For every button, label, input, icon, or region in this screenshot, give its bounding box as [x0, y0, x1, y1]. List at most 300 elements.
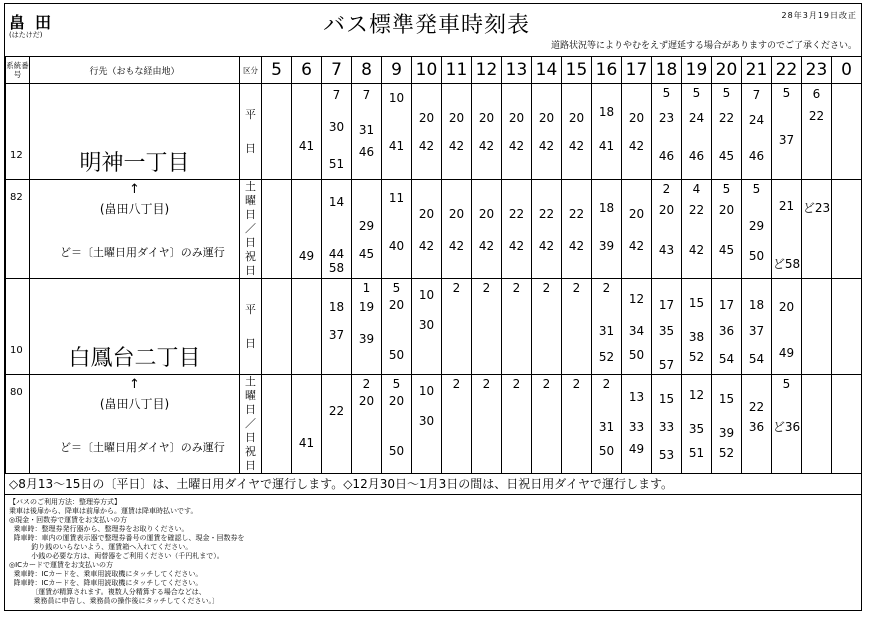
minutes-cell: [592, 375, 622, 474]
minutes-cell: [682, 279, 712, 375]
departure-minute: 10: [418, 384, 435, 398]
departure-minute: 31: [598, 324, 615, 338]
departure-minute: 42: [508, 139, 525, 153]
minutes-cell: [322, 375, 352, 474]
departure-minute: 42: [418, 139, 435, 153]
minutes-cell: [532, 279, 562, 375]
minutes-cell: [562, 375, 592, 474]
departure-minute: 22: [568, 207, 585, 221]
departure-minute: 31: [358, 123, 375, 137]
departure-minute: 46: [658, 149, 675, 163]
departure-minute: 43: [658, 243, 675, 257]
departure-minute: 57: [658, 358, 675, 372]
day-type-char: 祝: [245, 250, 256, 263]
minutes-cell: [622, 375, 652, 474]
departure-minute: 42: [628, 239, 645, 253]
minutes-cell: [802, 84, 832, 180]
minutes-cell: [562, 84, 592, 180]
minutes-cell: [682, 84, 712, 180]
departure-minute: 37: [748, 324, 765, 338]
arrow-up-icon: ↑: [129, 182, 140, 197]
departure-minute: 37: [328, 328, 345, 342]
departure-minute: 24: [748, 113, 765, 127]
minutes-cell: [382, 279, 412, 375]
departure-minute: 54: [748, 352, 765, 366]
day-type-cell: [240, 375, 262, 474]
departure-minute: 52: [718, 446, 735, 460]
departure-minute: 5: [782, 377, 791, 391]
minutes-cell: [472, 180, 502, 279]
minutes-cell: [262, 279, 292, 375]
minutes-cell: [712, 279, 742, 375]
minutes-cell: [382, 375, 412, 474]
departure-minute: 22: [718, 111, 735, 125]
departure-minute: 40: [388, 239, 405, 253]
destination-cell: [30, 279, 240, 375]
minutes-cell: [742, 180, 772, 279]
destination-name: 白鳳台二丁目: [68, 346, 201, 371]
departure-minute: 46: [688, 149, 705, 163]
departure-minute: 42: [628, 139, 645, 153]
day-type-char: 曜: [245, 389, 256, 402]
departure-minute: 2: [542, 377, 551, 391]
departure-minute: 5: [692, 86, 701, 100]
departure-minute: 50: [388, 444, 405, 458]
departure-minute: 20: [358, 394, 375, 408]
route-number-cell: [6, 279, 30, 375]
minutes-cell: [532, 180, 562, 279]
minutes-cell: [772, 84, 802, 180]
hour-header-16: 16: [592, 57, 622, 84]
departure-minute: 7: [332, 88, 341, 102]
day-type-char: 日: [245, 336, 256, 350]
minutes-cell: [742, 279, 772, 375]
via-stop: (畠田八丁目): [99, 202, 170, 216]
departure-minute: 6: [812, 87, 821, 101]
minutes-cell: [502, 180, 532, 279]
departure-minute: 22: [328, 404, 345, 418]
departure-minute: 22: [688, 203, 705, 217]
timetable-row: [6, 279, 862, 375]
departure-minute: 24: [688, 111, 705, 125]
departure-minute: 20: [478, 111, 495, 125]
route-number-cell: [6, 84, 30, 180]
day-type-cell: [240, 180, 262, 279]
hour-header-6: 6: [292, 57, 322, 84]
via-stop: (畠田八丁目): [99, 397, 170, 411]
departure-minute: 2: [482, 281, 491, 295]
day-type-char: ／: [245, 417, 256, 430]
minutes-cell: [712, 180, 742, 279]
minutes-cell: [622, 279, 652, 375]
departure-minute: 41: [298, 436, 315, 450]
departure-minute: 22: [748, 400, 765, 414]
departure-minute: 37: [778, 133, 795, 147]
departure-minute: 42: [568, 239, 585, 253]
departure-minute: 2: [452, 281, 461, 295]
minutes-cell: [652, 84, 682, 180]
departure-minute: ど36: [772, 420, 801, 434]
departure-minute: 18: [748, 298, 765, 312]
day-type-char: 日: [245, 403, 256, 416]
departure-minute: 15: [658, 392, 675, 406]
departure-minute: 41: [298, 139, 315, 153]
minutes-cell: [802, 279, 832, 375]
departure-minute: 42: [568, 139, 585, 153]
minutes-cell: [622, 180, 652, 279]
hour-header-19: 19: [682, 57, 712, 84]
timetable-sheet: [4, 3, 862, 611]
day-type-cell: [240, 279, 262, 375]
departure-minute: 30: [418, 318, 435, 332]
minutes-cell: [562, 279, 592, 375]
departure-minute: 39: [718, 426, 735, 440]
departure-minute: 18: [328, 300, 345, 314]
hour-header-20: 20: [712, 57, 742, 84]
departure-minute: 53: [658, 448, 675, 462]
departure-minute: 23: [658, 111, 675, 125]
departure-minute: 35: [688, 422, 705, 436]
destination-name: 明神一丁目: [79, 151, 190, 176]
day-type-char: 曜: [245, 194, 256, 207]
minutes-cell: [652, 375, 682, 474]
hour-header-23: 23: [802, 57, 832, 84]
departure-minute: 18: [598, 201, 615, 215]
timetable-body: [6, 84, 862, 474]
departure-minute: 42: [418, 239, 435, 253]
departure-minute: 12: [688, 388, 705, 402]
minutes-cell: [442, 375, 472, 474]
departure-minute: 20: [778, 300, 795, 314]
minutes-cell: [292, 279, 322, 375]
hour-header-13: 13: [502, 57, 532, 84]
departure-minute: 52: [688, 350, 705, 364]
minutes-cell: [592, 279, 622, 375]
departure-minute: 5: [782, 86, 791, 100]
minutes-cell: [622, 84, 652, 180]
day-type-char: 祝: [245, 445, 256, 458]
departure-minute: 17: [718, 298, 735, 312]
minutes-cell: [712, 375, 742, 474]
page-title: バス標準発車時刻表: [323, 13, 531, 38]
departure-minute: 21: [778, 199, 795, 213]
departure-minute: 46: [748, 149, 765, 163]
route-no-label: 系統番号: [6, 57, 30, 84]
minutes-cell: [352, 279, 382, 375]
minutes-cell: [412, 180, 442, 279]
day-type-char: 平: [245, 302, 256, 316]
minutes-cell: [652, 180, 682, 279]
route-number: 80: [10, 387, 23, 398]
minutes-cell: [412, 84, 442, 180]
minutes-cell: [682, 180, 712, 279]
day-type-char: 日: [245, 264, 256, 277]
departure-minute: 49: [298, 249, 315, 263]
day-type-char: 土: [245, 375, 256, 388]
departure-minute: 2: [602, 377, 611, 391]
minutes-cell: [712, 84, 742, 180]
stop-name: 畠田: [9, 13, 62, 32]
minutes-cell: [322, 279, 352, 375]
hour-header-15: 15: [562, 57, 592, 84]
route-number: 82: [10, 192, 23, 203]
departure-minute: 39: [598, 239, 615, 253]
minutes-cell: [472, 84, 502, 180]
departure-minute: 14: [328, 195, 345, 209]
stop-reading: (はたけだ): [9, 31, 43, 39]
departure-minute: 20: [478, 207, 495, 221]
hour-header-22: 22: [772, 57, 802, 84]
minutes-cell: [262, 375, 292, 474]
timetable-row: [6, 180, 862, 279]
departure-minute: 5: [662, 86, 671, 100]
minutes-cell: [832, 279, 862, 375]
departure-minute: 42: [538, 239, 555, 253]
destination-cell: [30, 180, 240, 279]
revision-date: 28年3月19日改正: [781, 11, 857, 20]
departure-minute: 35: [658, 324, 675, 338]
departure-minute: 2: [662, 182, 671, 196]
departure-minute: 49: [628, 442, 645, 456]
departure-minute: 30: [328, 120, 345, 134]
usage-instructions: 【バスのご利用方法：整理券方式】 乗車は後扉から、降車は前扉から。運賃は降車時払いです。 ◎現金・回数券で運賃をお支払いの方 乗車時：整理券発行器から、整理券をお取りください。 降車時：車内の運賃表示器で整理券番号の運賃を確認し、現金・回数券を 釣り銭のいらないよう、運賃箱へ入れてください。 小銭の必要な方は、両替器をご利用ください（千円札まで）。 ◎ICカードで運賃をお支払いの方 乗車時：ICカードを、乗車用読取機にタッチしてください。 降車時：ICカードを、降車用読取機にタッチしてください。 〔運賃が精算されます。複数人分精算する場合などは、 乗務員に申告し、乗務員の操作後にタッチしてください。〕: [9, 498, 245, 605]
departure-minute: 2: [602, 281, 611, 295]
hour-header-7: 7: [322, 57, 352, 84]
departure-minute: 45: [358, 247, 375, 261]
departure-minute: 51: [688, 446, 705, 460]
departure-minute: 42: [538, 139, 555, 153]
day-type-char: 日: [245, 208, 256, 221]
departure-minute: 20: [658, 203, 675, 217]
minutes-cell: [802, 180, 832, 279]
day-type-label: 区分: [240, 57, 262, 84]
departure-minute: 22: [538, 207, 555, 221]
minutes-cell: [352, 180, 382, 279]
departure-minute: 7: [362, 88, 371, 102]
minutes-cell: [772, 180, 802, 279]
departure-minute: 19: [358, 300, 375, 314]
minutes-cell: [502, 279, 532, 375]
minutes-cell: [262, 180, 292, 279]
timetable-row: [6, 375, 862, 474]
departure-minute: 2: [512, 377, 521, 391]
day-type-char: ／: [245, 222, 256, 235]
departure-minute: 17: [658, 298, 675, 312]
departure-minute: 5: [392, 377, 401, 391]
departure-minute: 41: [598, 139, 615, 153]
minutes-cell: [442, 84, 472, 180]
departure-minute: 20: [538, 111, 555, 125]
departure-minute: 12: [628, 292, 645, 306]
day-type-char: 日: [245, 141, 256, 155]
minutes-cell: [742, 84, 772, 180]
minutes-cell: [322, 84, 352, 180]
hour-header-0: 0: [832, 57, 862, 84]
departure-minute: 46: [358, 145, 375, 159]
departure-minute: 20: [388, 394, 405, 408]
departure-minute: 45: [718, 243, 735, 257]
departure-minute: 39: [358, 332, 375, 346]
departure-minute: 58: [328, 261, 345, 275]
minutes-cell: [502, 375, 532, 474]
saturday-only-note: ど＝〔土曜日用ダイヤ〕のみ運行: [60, 441, 225, 454]
hour-header-21: 21: [742, 57, 772, 84]
departure-minute: ど58: [772, 257, 801, 271]
minutes-cell: [592, 84, 622, 180]
minutes-cell: [562, 180, 592, 279]
holiday-note: ◇8月13～15日の〔平日〕は、土曜日用ダイヤで運行します。◇12月30日～1月3日の間は、日祝日用ダイヤで運行します。: [5, 474, 861, 495]
minutes-cell: [382, 84, 412, 180]
departure-minute: 33: [628, 420, 645, 434]
route-number-cell: [6, 375, 30, 474]
hour-header-12: 12: [472, 57, 502, 84]
departure-minute: 13: [628, 390, 645, 404]
minutes-cell: [772, 279, 802, 375]
departure-minute: 42: [478, 239, 495, 253]
departure-minute: 22: [808, 109, 825, 123]
departure-minute: 20: [718, 203, 735, 217]
departure-minute: 5: [722, 182, 731, 196]
departure-minute: 20: [418, 207, 435, 221]
departure-minute: 50: [388, 348, 405, 362]
day-type-cell: [240, 84, 262, 180]
minutes-cell: [682, 375, 712, 474]
departure-minute: 18: [598, 105, 615, 119]
departure-minute: 2: [512, 281, 521, 295]
day-type-char: 日: [245, 459, 256, 472]
departure-minute: 30: [418, 414, 435, 428]
minutes-cell: [502, 84, 532, 180]
hour-header-11: 11: [442, 57, 472, 84]
departure-minute: 10: [418, 288, 435, 302]
departure-minute: 20: [448, 111, 465, 125]
departure-minute: 54: [718, 352, 735, 366]
minutes-cell: [352, 84, 382, 180]
departure-minute: 41: [388, 139, 405, 153]
departure-minute: 2: [572, 377, 581, 391]
departure-minute: 20: [568, 111, 585, 125]
departure-minute: 5: [722, 86, 731, 100]
minutes-cell: [352, 375, 382, 474]
minutes-cell: [442, 279, 472, 375]
departure-minute: 2: [452, 377, 461, 391]
departure-minute: 10: [388, 91, 405, 105]
departure-minute: 42: [448, 239, 465, 253]
destination-cell: [30, 84, 240, 180]
minutes-cell: [832, 180, 862, 279]
departure-minute: 29: [358, 219, 375, 233]
timetable-header: [5, 4, 861, 56]
hour-header-10: 10: [412, 57, 442, 84]
timetable-row: [6, 84, 862, 180]
saturday-only-note: ど＝〔土曜日用ダイヤ〕のみ運行: [60, 246, 225, 259]
departure-minute: 1: [362, 281, 371, 295]
minutes-cell: [592, 180, 622, 279]
delay-notice: 道路状況等によりやむをえず遅延する場合がありますのでご了承ください。: [550, 41, 857, 51]
departure-minute: 20: [448, 207, 465, 221]
departure-minute: 2: [572, 281, 581, 295]
minutes-cell: [442, 180, 472, 279]
departure-minute: 31: [598, 420, 615, 434]
departure-minute: 42: [448, 139, 465, 153]
route-number: 10: [10, 345, 23, 356]
hour-header-8: 8: [352, 57, 382, 84]
departure-minute: 44: [328, 247, 345, 261]
minutes-cell: [292, 84, 322, 180]
departure-minute: 20: [628, 111, 645, 125]
day-type-char: 日: [245, 431, 256, 444]
departure-minute: ど23: [802, 201, 831, 215]
minutes-cell: [322, 180, 352, 279]
departure-minute: 11: [388, 191, 405, 205]
day-type-char: 日: [245, 236, 256, 249]
departure-minute: 51: [328, 157, 345, 171]
departure-minute: 50: [628, 348, 645, 362]
departure-minute: 29: [748, 219, 765, 233]
timetable-grid: [5, 56, 862, 474]
minutes-cell: [772, 375, 802, 474]
departure-minute: 42: [508, 239, 525, 253]
departure-minute: 20: [388, 298, 405, 312]
hour-header-9: 9: [382, 57, 412, 84]
minutes-cell: [472, 375, 502, 474]
minutes-cell: [412, 375, 442, 474]
minutes-cell: [472, 279, 502, 375]
departure-minute: 2: [362, 377, 371, 391]
route-number: 12: [10, 150, 23, 161]
departure-minute: 5: [392, 281, 401, 295]
departure-minute: 4: [692, 182, 701, 196]
hour-header-row: [6, 57, 862, 84]
minutes-cell: [802, 375, 832, 474]
departure-minute: 50: [748, 249, 765, 263]
departure-minute: 15: [718, 392, 735, 406]
departure-minute: 20: [628, 207, 645, 221]
departure-minute: 33: [658, 420, 675, 434]
hour-header-14: 14: [532, 57, 562, 84]
minutes-cell: [532, 84, 562, 180]
departure-minute: 34: [628, 324, 645, 338]
minutes-cell: [832, 84, 862, 180]
day-type-char: 平: [245, 107, 256, 121]
departure-minute: 42: [478, 139, 495, 153]
destination-label: 行先（おもな経由地）: [30, 57, 240, 84]
arrow-up-icon: ↑: [129, 377, 140, 392]
route-number-cell: [6, 180, 30, 279]
minutes-cell: [262, 84, 292, 180]
departure-minute: 36: [748, 420, 765, 434]
hour-header-18: 18: [652, 57, 682, 84]
departure-minute: 2: [482, 377, 491, 391]
departure-minute: 20: [418, 111, 435, 125]
minutes-cell: [652, 279, 682, 375]
departure-minute: 22: [508, 207, 525, 221]
departure-minute: 52: [598, 350, 615, 364]
departure-minute: 15: [688, 296, 705, 310]
destination-cell: [30, 375, 240, 474]
minutes-cell: [382, 180, 412, 279]
departure-minute: 50: [598, 444, 615, 458]
departure-minute: 36: [718, 324, 735, 338]
minutes-cell: [292, 375, 322, 474]
minutes-cell: [292, 180, 322, 279]
minutes-cell: [832, 375, 862, 474]
departure-minute: 45: [718, 149, 735, 163]
minutes-cell: [742, 375, 772, 474]
minutes-cell: [532, 375, 562, 474]
minutes-cell: [412, 279, 442, 375]
departure-minute: 5: [752, 182, 761, 196]
